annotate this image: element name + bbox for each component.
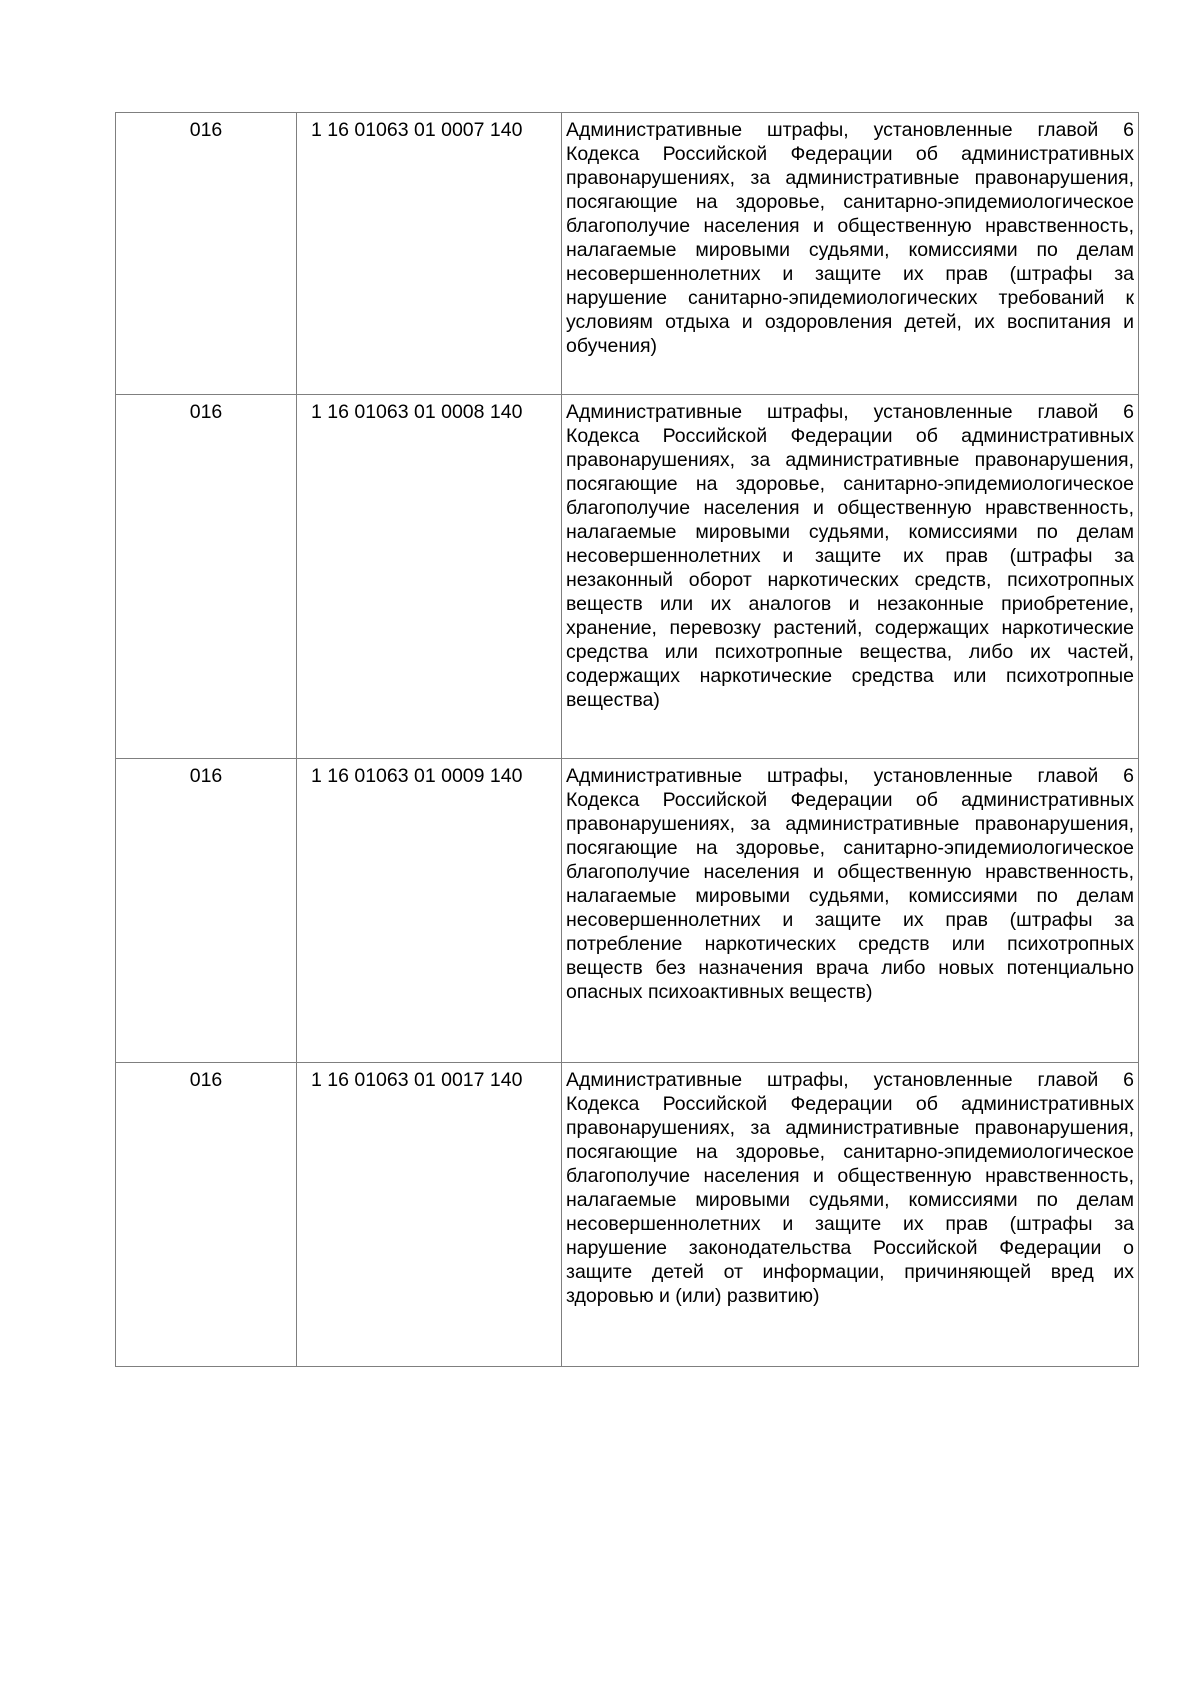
table-row xyxy=(116,759,1139,1063)
table-row xyxy=(116,113,1139,395)
table-row xyxy=(116,1063,1139,1367)
kbk-code-cell: 1 16 01063 01 0008 140 xyxy=(297,395,562,759)
kbk-code-cell: 1 16 01063 01 0007 140 xyxy=(297,113,562,395)
description-cell: Административные штрафы, установленные главой 6 Кодекса Российской Федерации об административных правонарушениях, за административные правонарушения, посягающие на здоровье, санитарно-эпидемиологическое благополучие населения и общественную нравственность, налагаемые мировыми судьями, комиссиями по делам несовершеннолетних и защите их прав (штрафы за нарушение санитарно-эпидемиологических требований к условиям отдыха и оздоровления детей, их воспитания и обучения) xyxy=(562,113,1139,395)
table-row xyxy=(116,395,1139,759)
kbk-table xyxy=(115,112,1139,1367)
kbk-code-cell: 1 16 01063 01 0009 140 xyxy=(297,759,562,1063)
description-cell: Административные штрафы, установленные главой 6 Кодекса Российской Федерации об административных правонарушениях, за административные правонарушения, посягающие на здоровье, санитарно-эпидемиологическое благополучие населения и общественную нравственность, налагаемые мировыми судьями, комиссиями по делам несовершеннолетних и защите их прав (штрафы за незаконный оборот наркотических средств, психотропных веществ или их аналогов и незаконные приобретение, хранение, перевозку растений, содержащих наркотические средства или психотропные вещества, либо их частей, содержащих наркотические средства или психотропные вещества) xyxy=(562,395,1139,759)
admin-code-cell: 016 xyxy=(116,395,297,759)
description-cell: Административные штрафы, установленные главой 6 Кодекса Российской Федерации об административных правонарушениях, за административные правонарушения, посягающие на здоровье, санитарно-эпидемиологическое благополучие населения и общественную нравственность, налагаемые мировыми судьями, комиссиями по делам несовершеннолетних и защите их прав (штрафы за нарушение законодательства Российской Федерации о защите детей от информации, причиняющей вред их здоровью и (или) развитию) xyxy=(562,1063,1139,1367)
admin-code-cell: 016 xyxy=(116,1063,297,1367)
admin-code-cell: 016 xyxy=(116,113,297,395)
description-cell: Административные штрафы, установленные главой 6 Кодекса Российской Федерации об административных правонарушениях, за административные правонарушения, посягающие на здоровье, санитарно-эпидемиологическое благополучие населения и общественную нравственность, налагаемые мировыми судьями, комиссиями по делам несовершеннолетних и защите их прав (штрафы за потребление наркотических средств или психотропных веществ без назначения врача либо новых потенциально опасных психоактивных веществ) xyxy=(562,759,1139,1063)
admin-code-cell: 016 xyxy=(116,759,297,1063)
kbk-code-cell: 1 16 01063 01 0017 140 xyxy=(297,1063,562,1367)
